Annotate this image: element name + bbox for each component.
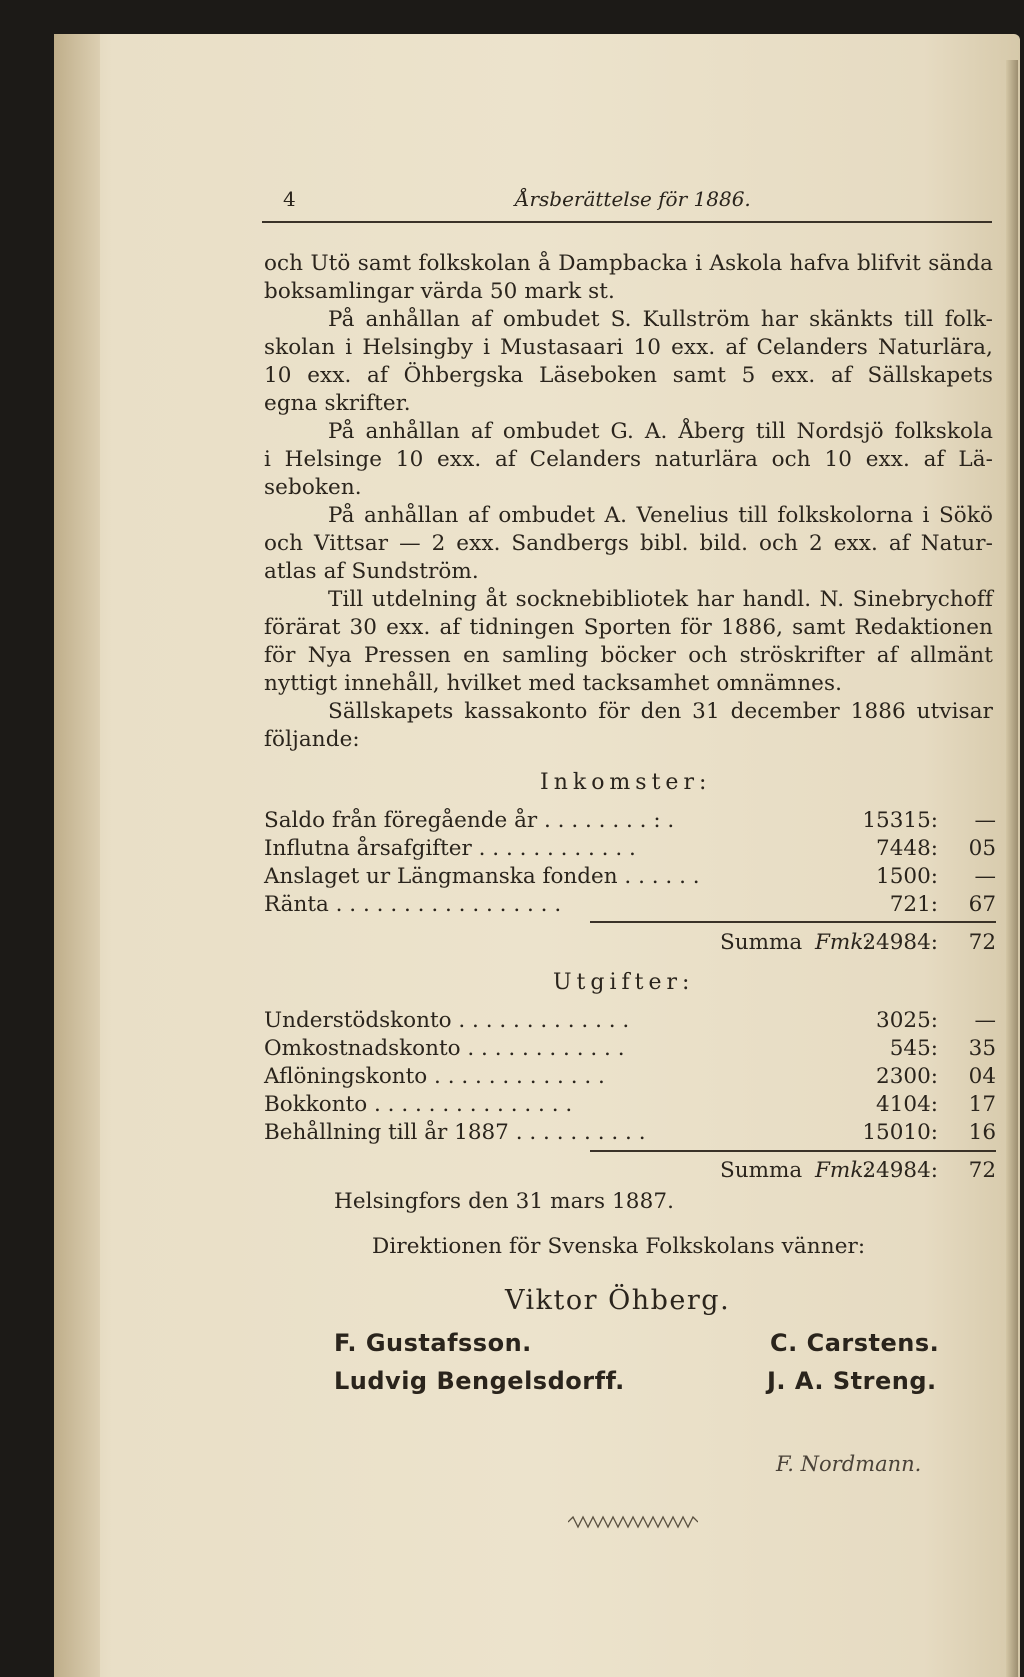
body-line: för Nya Pressen en samling böcker och ströskrifter af allmänt xyxy=(264,643,993,668)
amount-kronor: 7448: xyxy=(876,836,938,861)
expense-row-label: Bokkonto . . . . . . . . . . . . . . . xyxy=(264,1092,573,1117)
expense-row-amount xyxy=(818,1008,996,1033)
amount-kronor: 2300: xyxy=(876,1064,938,1089)
place-date: Helsingfors den 31 mars 1887. xyxy=(334,1189,675,1214)
income-row-amount xyxy=(818,864,996,889)
expense-row-label: Understödskonto . . . . . . . . . . . . . xyxy=(264,1008,630,1033)
amount-kronor: 1500: xyxy=(876,864,938,889)
income-row-amount xyxy=(818,892,996,917)
expenses-title: Utgifter: xyxy=(553,970,695,995)
body-line: i Helsinge 10 exx. af Celanders naturlära och 10 exx. af Lä- xyxy=(264,447,993,472)
amount-penni: 05 xyxy=(968,836,996,861)
amount-penni: 04 xyxy=(968,1064,996,1089)
expense-sum-amount xyxy=(818,1158,996,1183)
amount-penni: 16 xyxy=(968,1120,996,1145)
income-sum-amount xyxy=(818,930,996,955)
amount-kronor: 721: xyxy=(889,892,938,917)
body-line: nyttigt innehåll, hvilket med tacksamhet omnämnes. xyxy=(264,671,843,696)
sum-penni: 72 xyxy=(968,1158,996,1183)
income-row-label: Anslaget ur Längmanska fonden . . . . . . xyxy=(264,864,700,889)
amount-kronor: 4104: xyxy=(876,1092,938,1117)
body-line: boksamlingar värda 50 mark st. xyxy=(264,279,615,304)
signature-left-2: Ludvig Bengelsdorff. xyxy=(334,1367,625,1395)
amount-penni: — xyxy=(974,1008,996,1033)
sum-kronor: 24984: xyxy=(862,930,938,955)
expense-row-label: Behållning till år 1887 . . . . . . . . . . xyxy=(264,1120,646,1145)
income-row-amount xyxy=(818,808,996,833)
amount-kronor: 15010: xyxy=(862,1120,938,1145)
expense-row-amount xyxy=(818,1120,996,1145)
sum-unit: Fmk: xyxy=(815,930,871,955)
income-row-label: Influtna årsafgifter . . . . . . . . . . . . xyxy=(264,836,636,861)
signature-last: F. Nordmann. xyxy=(776,1452,922,1476)
amount-penni: 35 xyxy=(968,1036,996,1061)
page-gutter xyxy=(54,34,100,1677)
signature-left-1: F. Gustafsson. xyxy=(334,1329,532,1357)
body-line: seboken. xyxy=(264,475,362,500)
amount-kronor: 15315: xyxy=(862,808,938,833)
amount-kronor: 545: xyxy=(889,1036,938,1061)
body-line: På anhållan af ombudet A. Venelius till folkskolorna i Sökö xyxy=(328,503,993,528)
body-line: skolan i Helsingby i Mustasaari 10 exx. af Celanders Naturlära, xyxy=(264,335,993,360)
body-line: följande: xyxy=(264,727,360,752)
signature-right-2: J. A. Streng. xyxy=(767,1367,937,1395)
amount-penni: 17 xyxy=(968,1092,996,1117)
signature-right-1: C. Carstens. xyxy=(770,1329,940,1357)
body-line: atlas af Sundström. xyxy=(264,559,479,584)
sum-unit: Fmk: xyxy=(815,1158,871,1183)
sum-penni: 72 xyxy=(968,930,996,955)
sum-label: Summa xyxy=(720,930,803,955)
sum-label: Summa xyxy=(720,1158,803,1183)
body-line: 10 exx. af Öhbergska Läseboken samt 5 exx. af Sällskapets xyxy=(264,363,993,388)
expense-row-amount xyxy=(818,1064,996,1089)
body-line: förärat 30 exx. af tidningen Sporten för 1886, samt Redaktionen xyxy=(264,615,993,640)
expense-row-label: Omkostnadskonto . . . . . . . . . . . . xyxy=(264,1036,625,1061)
income-sum-rule xyxy=(590,921,996,923)
body-line: Till utdelning åt socknebibliotek har handl. N. Sinebrychoff xyxy=(328,587,993,612)
amount-penni: — xyxy=(974,864,996,889)
body-line: Sällskapets kassakonto för den 31 december 1886 utvisar xyxy=(328,699,993,724)
page-number: 4 xyxy=(283,187,296,211)
expense-sum-rule xyxy=(590,1150,996,1152)
body-line: På anhållan af ombudet G. A. Åberg till Nordsjö folkskola xyxy=(328,419,993,444)
body-line: och Vittsar — 2 exx. Sandbergs bibl. bild. och 2 exx. af Natur- xyxy=(264,531,993,556)
income-row-label: Saldo från föregående år . . . . . . . . : . xyxy=(264,808,675,833)
amount-penni: — xyxy=(974,808,996,833)
running-head: Årsberättelse för 1886. xyxy=(515,187,751,211)
body-line: På anhållan af ombudet S. Kullström har skänkts till folk- xyxy=(328,307,993,332)
body-line: egna skrifter. xyxy=(264,391,411,416)
header-rule xyxy=(262,221,992,223)
body-line: och Utö samt folkskolan å Dampbacka i Askola hafva blifvit sända xyxy=(264,251,993,276)
board-line: Direktionen för Svenska Folkskolans vänner: xyxy=(372,1234,866,1259)
income-row-amount xyxy=(818,836,996,861)
expense-row-label: Aflöningskonto . . . . . . . . . . . . . xyxy=(264,1064,605,1089)
sum-kronor: 24984: xyxy=(862,1158,938,1183)
expense-row-amount xyxy=(818,1036,996,1061)
wavy-ornament xyxy=(568,1515,698,1529)
amount-kronor: 3025: xyxy=(876,1008,938,1033)
income-row-label: Ränta . . . . . . . . . . . . . . . . . xyxy=(264,892,562,917)
expense-row-amount xyxy=(818,1092,996,1117)
signature-main: Viktor Öhberg. xyxy=(505,1285,731,1316)
income-title: Inkomster: xyxy=(540,770,712,795)
amount-penni: 67 xyxy=(968,892,996,917)
page-edge xyxy=(1006,60,1018,1677)
